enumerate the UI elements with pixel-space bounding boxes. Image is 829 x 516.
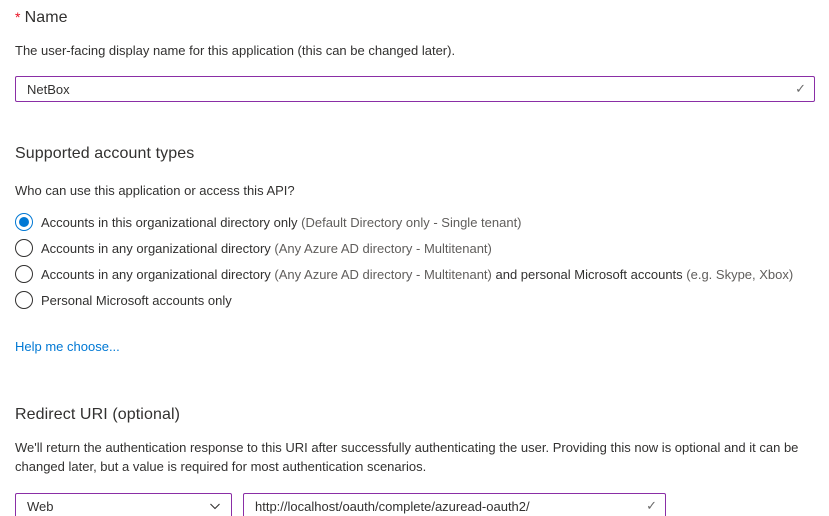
radio-option-0[interactable] — [15, 209, 815, 235]
checkmark-icon: ✓ — [795, 81, 806, 97]
radio-option-2[interactable] — [15, 261, 815, 287]
name-section-title — [15, 9, 815, 27]
radio-option-label: Accounts in this organizational directory only (Default Directory only - Single tenant) — [41, 214, 522, 230]
redirect-uri-title: Redirect URI (optional) — [15, 406, 181, 423]
redirect-uri-input[interactable] — [243, 493, 666, 516]
radio-option-label: Personal Microsoft accounts only — [41, 292, 232, 308]
platform-select[interactable] — [15, 493, 232, 516]
checkmark-icon: ✓ — [646, 498, 657, 514]
redirect-uri-input-wrap — [243, 493, 666, 516]
redirect-uri-row — [15, 493, 815, 516]
radio-unselected-icon[interactable] — [15, 265, 33, 283]
chevron-down-icon — [208, 499, 222, 513]
radio-option-label: Accounts in any organizational directory (Any Azure AD directory - Multitenant) — [41, 240, 492, 256]
name-input-wrap — [15, 76, 815, 102]
redirect-uri-description: We'll return the authentication response to this URI after successfully authenticating the user. Providing this now is optional and it can be changed later, but a value is required for most authentication scenarios. — [15, 440, 799, 474]
required-asterisk: * — [15, 9, 21, 25]
name-description: The user-facing display name for this application (this can be changed later). — [15, 43, 456, 58]
radio-option-label: Accounts in any organizational directory (Any Azure AD directory - Multitenant) and personal Microsoft accounts (e.g. Skype, Xbox) — [41, 266, 794, 282]
account-types-title: Supported account types — [15, 145, 195, 162]
account-type-radio-group — [15, 209, 815, 313]
radio-unselected-icon[interactable] — [15, 291, 33, 309]
radio-unselected-icon[interactable] — [15, 239, 33, 257]
radio-selected-icon[interactable] — [15, 213, 33, 231]
platform-select-value: Web — [27, 498, 54, 514]
radio-option-1[interactable] — [15, 235, 815, 261]
name-input[interactable] — [15, 76, 815, 102]
account-types-question: Who can use this application or access this API? — [15, 183, 295, 198]
radio-dot — [19, 217, 29, 227]
radio-option-3[interactable] — [15, 287, 815, 313]
help-me-choose-link[interactable]: Help me choose... — [15, 339, 120, 354]
name-title-text: Name — [24, 9, 68, 26]
